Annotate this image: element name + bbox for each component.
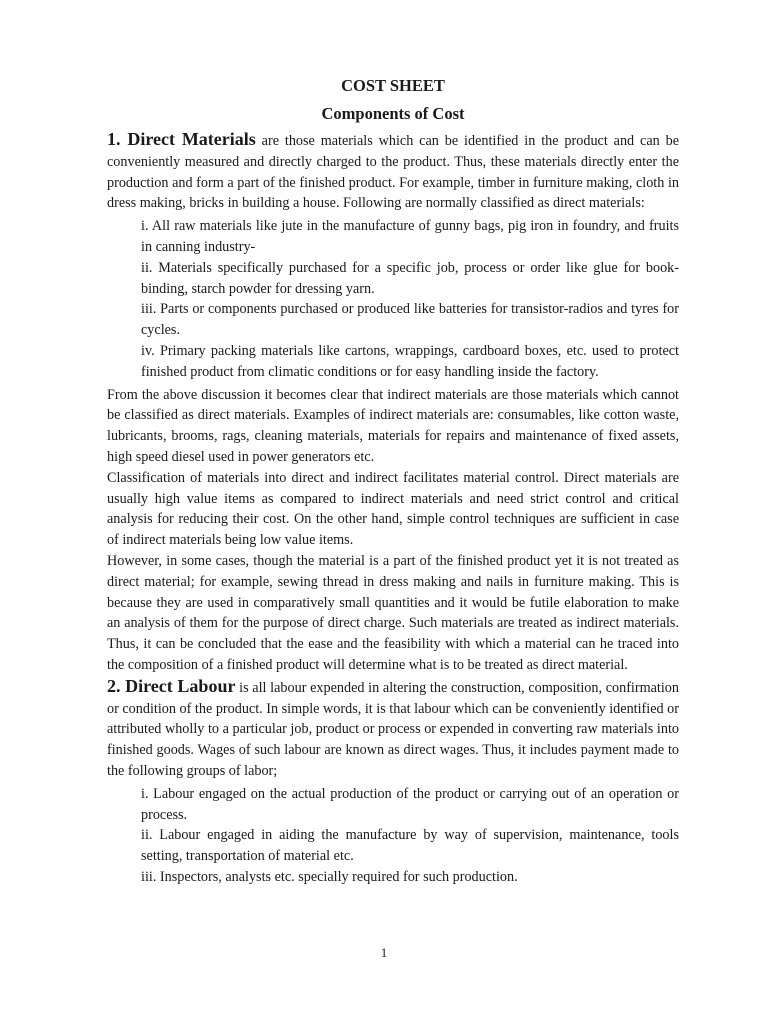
- list-item: iv. Primary packing materials like cartons, wrappings, cardboard boxes, etc. used to protect finished product from climatic conditions or for easy handling inside the factory.: [141, 342, 679, 380]
- section1-list: [107, 216, 679, 382]
- list-item: ii. Labour engaged in aiding the manufacture by way of supervision, maintenance, tools setting, transportation of material etc.: [141, 827, 679, 865]
- body-paragraph: Classification of materials into direct and indirect facilitates material control. Direct materials are usually high value items as compared to indirect materials and need strict control and critical analysis for reducing their cost. On the other hand, simple control techniques are sufficient in case of indirect materials being low value items.: [107, 469, 679, 549]
- page-title: COST SHEET: [341, 76, 445, 95]
- section2-list: [107, 784, 679, 888]
- body-paragraph: However, in some cases, though the material is a part of the finished product yet it is not treated as direct material; for example, sewing thread in dress making and nails in furniture making. This is because they are used in comparatively small quantities and it would be futile elaboration to make an analysis of them for the purpose of direct charge. Such materials are treated as indirect materials. Thus, it can be concluded that the ease and the feasibility with which a material can he traced into the composition of a finished product will determine what is to be treated as direct material.: [107, 552, 679, 673]
- section2-intro-text: is all labour expended in altering the construction, composition, confirmation or condition of the product. In simple words, it is that labour which can be conveniently identified or attributed wholly to a particular job, product or process or expended in converting raw materials into finished goods. Wages of such labour are known as direct wages. Thus, it includes payment made to the following groups of labor;: [107, 679, 679, 779]
- list-item: i. All raw materials like jute in the manufacture of gunny bags, pig iron in foundry, and fruits in canning industry-: [141, 218, 679, 255]
- list-item: iii. Parts or components purchased or produced like batteries for transistor-radios and tyres for cycles.: [141, 301, 679, 339]
- list-item: i. Labour engaged on the actual production of the product or carrying out of an operation or process.: [141, 785, 679, 823]
- section1-heading: 1. Direct Materials: [107, 129, 256, 149]
- section2-intro-paragraph: [107, 676, 679, 782]
- page-subtitle: Components of Cost: [321, 104, 465, 123]
- section1-intro-text: are those materials which can be identified in the product and can be conveniently measured and directly charged to the product. Thus, these materials directly enter the production and form a part of the finished product. For example, timber in furniture making, cloth in dress making, bricks in building a house. Following are normally classified as direct materials:: [107, 133, 679, 212]
- section2-heading: 2. Direct Labour: [107, 675, 236, 696]
- page-number: 1: [380, 945, 388, 960]
- section1-intro-paragraph: [107, 129, 679, 214]
- list-item: ii. Materials specifically purchased for a specific job, process or order like glue for book-binding, starch powder for dressing yarn.: [141, 259, 679, 297]
- list-item: iii. Inspectors, analysts etc. specially required for such production.: [141, 868, 518, 885]
- body-paragraph: From the above discussion it becomes clear that indirect materials are those materials which cannot be classified as direct materials. Examples of indirect materials are: consumables, like cotton waste, lubricants, brooms, rags, cleaning materials, materials for repairs and maintenance of fixed assets, high speed diesel used in power generators etc.: [107, 386, 679, 465]
